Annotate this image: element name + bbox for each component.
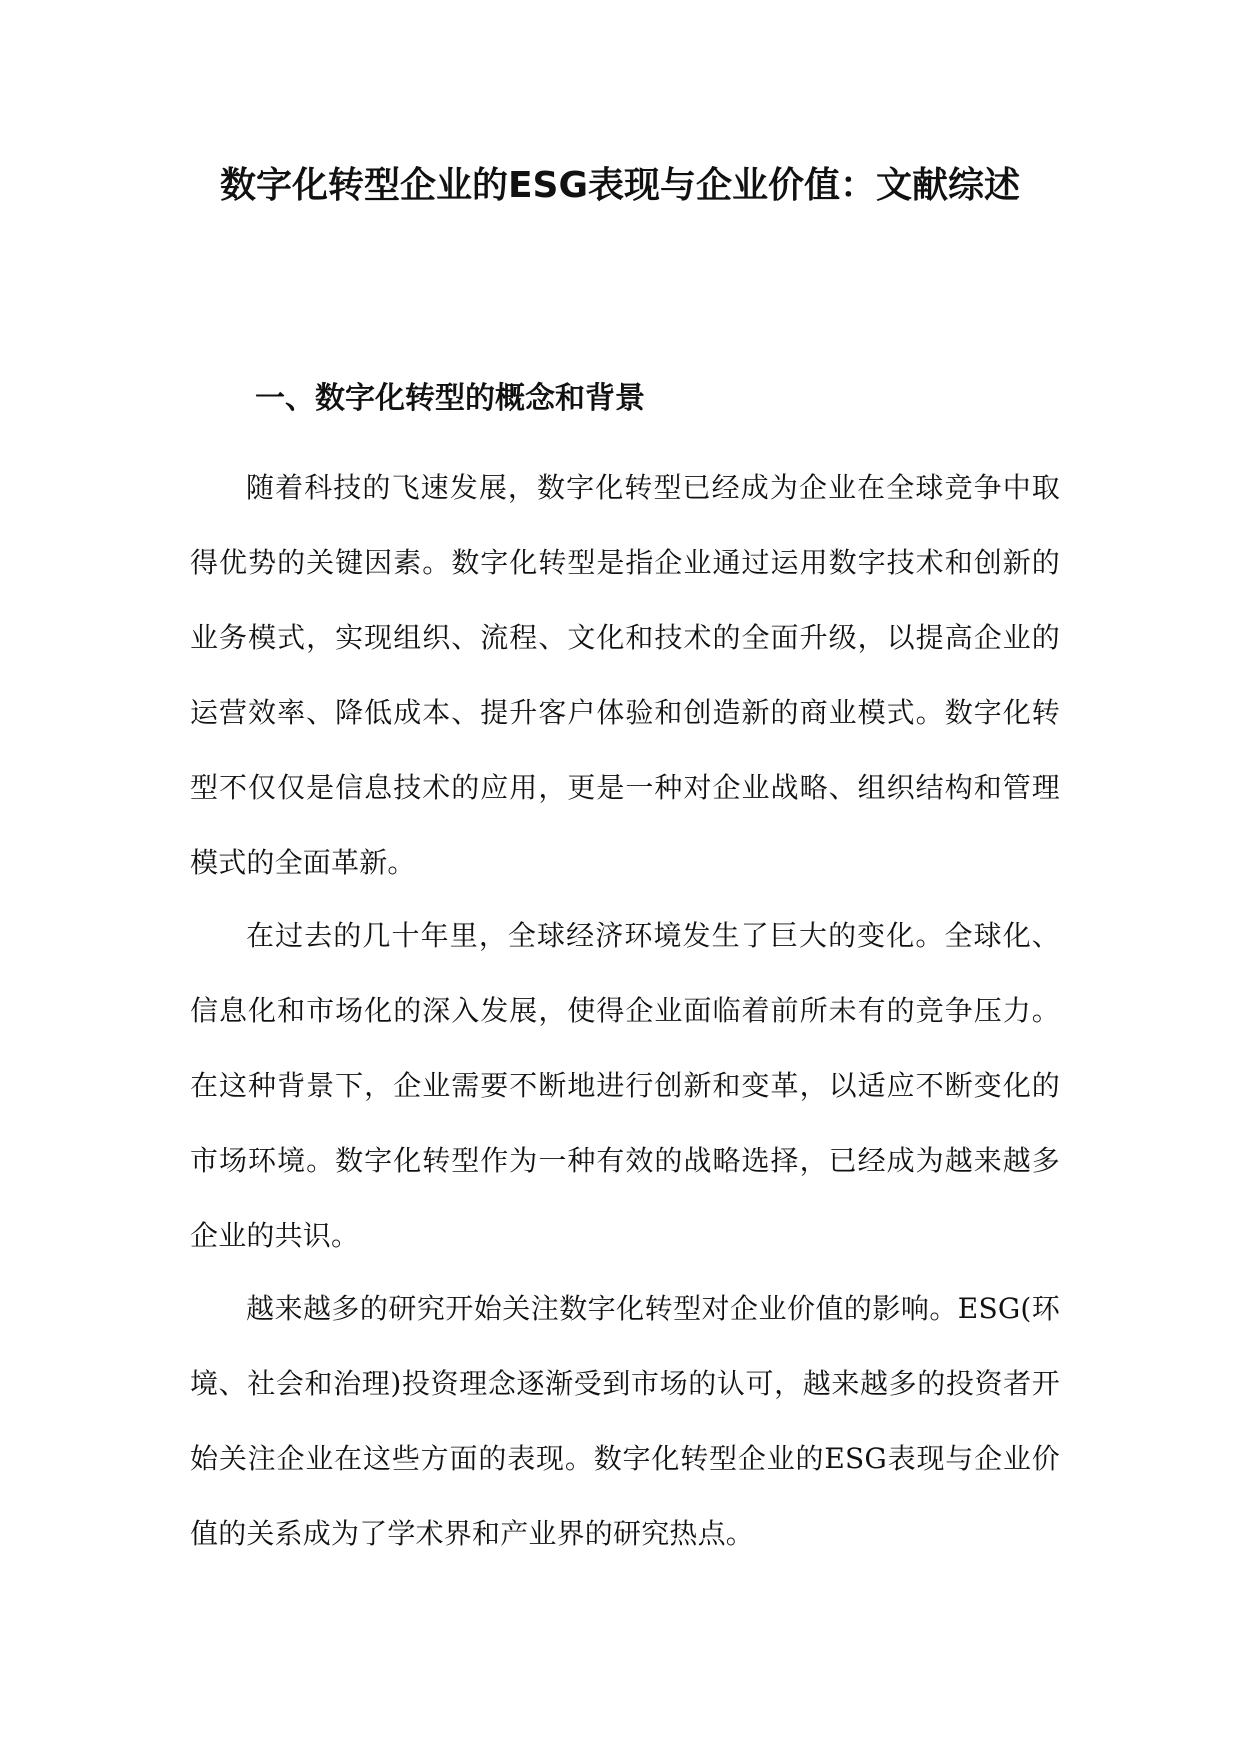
- body-paragraph-1: 随着科技的飞速发展，数字化转型已经成为企业在全球竞争中取得优势的关键因素。数字化转型是指企业通过运用数字技术和创新的业务模式，实现组织、流程、文化和技术的全面升级，以提高企业的运营效率、降低成本、提升客户体验和创造新的商业模式。数字化转型不仅仅是信息技术的应用，更是一种对企业战略、组织结构和管理模式的全面革新。: [190, 471, 1060, 879]
- section-heading: 一、数字化转型的概念和背景: [255, 381, 645, 416]
- body-paragraph-2: 在过去的几十年里，全球经济环境发生了巨大的变化。全球化、信息化和市场化的深入发展，使得企业面临着前所未有的竞争压力。在这种背景下，企业需要不断地进行创新和变革，以适应不断变化的市场环境。数字化转型作为一种有效的战略选择，已经成为越来越多企业的共识。: [190, 919, 1060, 1252]
- document-title: 数字化转型企业的ESG表现与企业价值：文献综述: [219, 165, 1021, 206]
- body-paragraph-3: 越来越多的研究开始关注数字化转型对企业价值的影响。ESG(环境、社会和治理)投资理念逐渐受到市场的认可，越来越多的投资者开始关注企业在这些方面的表现。数字化转型企业的ESG表现与企业价值的关系成为了学术界和产业界的研究热点。: [190, 1292, 1060, 1550]
